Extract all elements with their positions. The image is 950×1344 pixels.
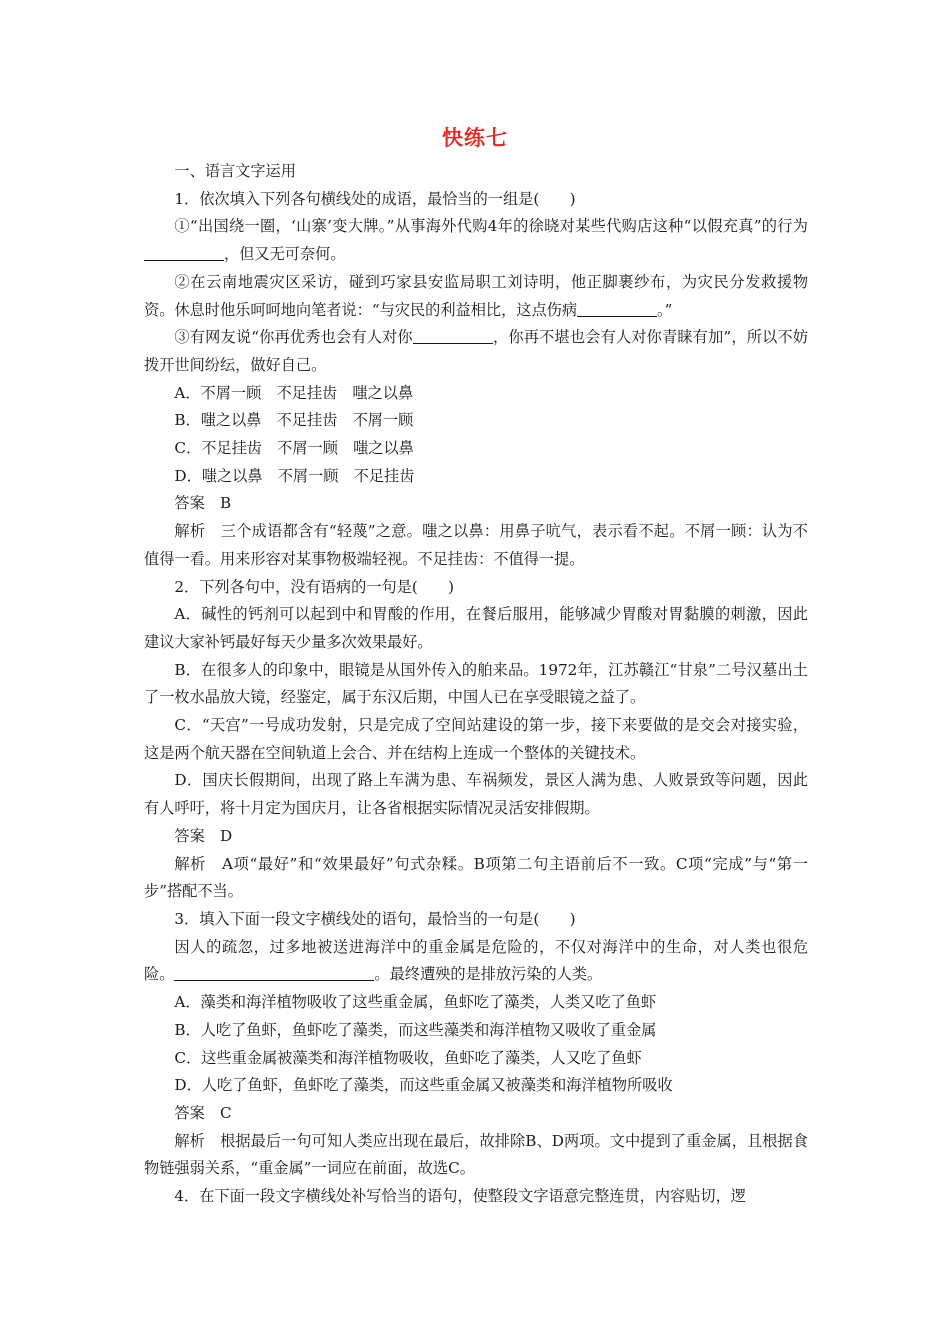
question-2-option-a: A．碱性的钙剂可以起到中和胃酸的作用，在餐后服用，能够减少胃酸对胃黏膜的刺激，因此建议大家补钙最好每天少量多次效果最好。 <box>144 605 808 651</box>
question-3-option-b: B．人吃了鱼虾，鱼虾吃了藻类，而这些藻类和海洋植物又吸收了重金属 <box>174 1020 657 1039</box>
question-3-stem: 3．填入下面一段文字横线处的语句，最恰当的一句是( ) <box>174 909 576 928</box>
question-1-sentence-2: ②在云南地震灾区采访，碰到巧家县安监局职工刘诗明，他正脚裹纱布，为灾民分发救援物资。休息时他乐呵呵地向笔者说：“与灾民的利益相比，这点伤病 。” <box>144 272 808 319</box>
question-1-option-d: D．嗤之以鼻 不屑一顾 不足挂齿 <box>174 466 415 485</box>
question-3-answer: 答案 C <box>174 1103 232 1122</box>
question-4-stem: 4．在下面一段文字横线处补写恰当的语句，使整段文字语意完整连贯，内容贴切，逻 <box>174 1187 746 1206</box>
question-1-option-c: C．不足挂齿 不屑一顾 嗤之以鼻 <box>174 439 414 458</box>
question-3-analysis: 解析 根据最后一句可知人类应出现在最后，故排除B、D两项。文中提到了重金属，且根据食物链强弱关系，“重金属”一词应在前面，故选C。 <box>144 1131 808 1178</box>
question-1-option-a: A．不屑一顾 不足挂齿 嗤之以鼻 <box>174 383 414 402</box>
question-1-answer: 答案 B <box>174 494 232 513</box>
question-2-option-d: D．国庆长假期间，出现了路上车满为患、车祸频发，景区人满为患、人败景致等问题，因此有人呼吁，将十月定为国庆月，让各省根据实际情况灵活安排假期。 <box>144 771 808 818</box>
question-3-passage: 因人的疏忽，过多地被送进海洋中的重金属是危险的，不仅对海洋中的生命，对人类也很危险。 。最终遭殃的是排放污染的人类。 <box>144 937 808 984</box>
document-body <box>144 158 808 1211</box>
answer-blank <box>174 965 374 981</box>
question-1-sentence-3: ③有网友说“你再优秀也会有人对你 ，你再不堪也会有人对你青睐有加”，所以不妨拨开世间纷纭，做好自己。 <box>144 328 809 374</box>
question-3-option-d: D．人吃了鱼虾，鱼虾吃了藻类，而这些重金属又被藻类和海洋植物所吸收 <box>174 1076 673 1095</box>
question-3-option-a: A．藻类和海洋植物吸收了这些重金属，鱼虾吃了藻类，人类又吃了鱼虾 <box>174 993 657 1012</box>
question-2-analysis: 解析 A项“最好”和“效果最好”句式杂糅。B项第二句主语前后不一致。C项“完成”与“第一步”搭配不当。 <box>144 854 808 901</box>
question-2-option-b: B．在很多人的印象中，眼镜是从国外传入的舶来品。1972年，江苏赣江“甘泉”二号汉墓出土了一枚水晶放大镜，经鉴定，属于东汉后期，中国人已在享受眼镜之益了。 <box>144 660 808 707</box>
question-2-stem: 2．下列各句中，没有语病的一句是( ) <box>174 577 455 596</box>
answer-blank <box>413 328 493 344</box>
page-title: 快练七 <box>442 126 508 150</box>
question-1-stem: 1．依次填入下列各句横线处的成语，最恰当的一组是( ) <box>174 189 576 208</box>
answer-blank <box>144 245 224 261</box>
answer-blank <box>577 300 657 316</box>
question-1-option-b: B．嗤之以鼻 不足挂齿 不屑一顾 <box>174 411 414 430</box>
question-3-option-c: C．这些重金属被藻类和海洋植物吸收，鱼虾吃了藻类，人又吃了鱼虾 <box>174 1048 642 1067</box>
question-1-analysis: 解析 三个成语都含有“轻蔑”之意。嗤之以鼻：用鼻子吭气，表示看不起。不屑一顾：认为不值得一看。用来形容对某事物极端轻视。不足挂齿：不值得一提。 <box>144 522 808 568</box>
question-1-sentence-1: ①“出国绕一圈，‘山寨’变大牌。”从事海外代购4年的徐晓对某些代购店这种“以假充真”的行为，但又无可奈何。 <box>144 213 808 268</box>
question-2-answer: 答案 D <box>174 826 233 845</box>
question-2-option-c: C．“天宫”一号成功发射，只是完成了空间站建设的第一步，接下来要做的是交会对接实验，这是两个航天器在空间轨道上会合、并在结构上连成一个整体的关键技术。 <box>144 716 808 762</box>
section-heading: 一、语言文字运用 <box>174 162 296 180</box>
